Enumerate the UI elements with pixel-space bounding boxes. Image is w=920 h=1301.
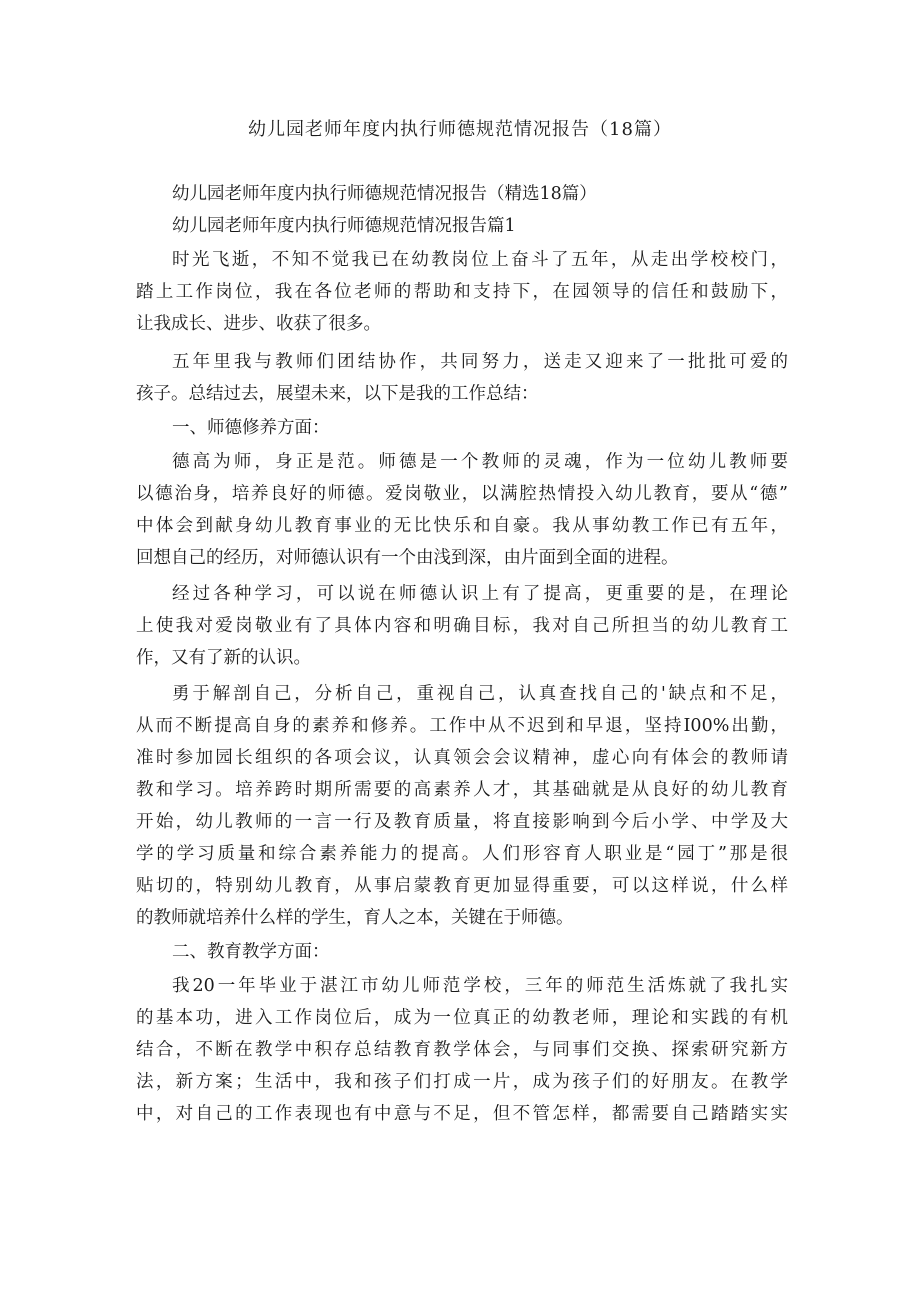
paragraph-line: 从而不断提高自身的素养和修养。工作中从不迟到和早退，坚持I00%出勤，	[136, 716, 788, 736]
paragraph-line: 的基本功，进入工作岗位后，成为一位真正的幼教老师，理论和实践的有机	[136, 1008, 788, 1028]
section-title: 幼儿园老师年度内执行师德规范情况报告篇1	[172, 216, 516, 236]
paragraph-line: 经过各种学习，可以说在师德认识上有了提高，更重要的是，在理论	[172, 584, 788, 604]
paragraph-line: 教和学习。培养跨时期所需要的高素养人才，其基础就是从良好的幼儿教育	[136, 780, 788, 800]
paragraph-line: 回想自己的经历，对师德认识有一个由浅到深，由片面到全面的进程。	[136, 548, 679, 568]
document-title: 幼儿园老师年度内执行师德规范情况报告（18篇）	[248, 119, 672, 140]
paragraph-line: 中体会到献身幼儿教育事业的无比快乐和自豪。我从事幼教工作已有五年，	[136, 516, 788, 536]
subheading-line: 二、教育教学方面：	[172, 942, 330, 962]
document-body	[136, 178, 788, 1130]
paragraph-line: 作，又有了新的认识。	[136, 648, 311, 668]
paragraph-line: 让我成长、进步、收获了很多。	[136, 314, 381, 334]
paragraph-line: 勇于解剖自己，分析自己，重视自己，认真查找自己的'缺点和不足，	[172, 684, 788, 704]
subheading-line: 一、师德修养方面：	[172, 418, 330, 438]
document-subtitle: 幼儿园老师年度内执行师德规范情况报告（精选18篇）	[172, 184, 597, 204]
paragraph-line: 孩子。总结过去，展望未来，以下是我的工作总结：	[136, 384, 539, 404]
paragraph-line: 结合，不断在教学中积存总结教育教学体会，与同事们交换、探索研究新方	[136, 1040, 788, 1060]
paragraph-line: 法，新方案；生活中，我和孩子们打成一片，成为孩子们的好朋友。在教学	[136, 1072, 788, 1092]
paragraph-line: 上使我对爱岗敬业有了具体内容和明确目标，我对自己所担当的幼儿教育工	[136, 616, 788, 636]
paragraph-line: 五年里我与教师们团结协作，共同努力，送走又迎来了一批批可爱的	[172, 352, 788, 372]
paragraph-line: 中，对自己的工作表现也有中意与不足，但不管怎样，都需要自己踏踏实实	[136, 1104, 788, 1124]
paragraph-line: 开始，幼儿教师的一言一行及教育质量，将直接影响到今后小学、中学及大	[136, 812, 788, 832]
paragraph-line: 时光飞逝，不知不觉我已在幼教岗位上奋斗了五年，从走出学校校门，	[172, 250, 788, 270]
paragraph-line: 准时参加园长组织的各项会议，认真领会会议精神，虚心向有体会的教师请	[136, 748, 788, 768]
paragraph-line: 贴切的，特别幼儿教育，从事启蒙教育更加显得重要，可以这样说，什么样	[136, 876, 788, 896]
paragraph-line: 踏上工作岗位，我在各位老师的帮助和支持下，在园领导的信任和鼓励下，	[136, 282, 788, 302]
paragraph-line: 以德治身，培养良好的师德。爱岗敬业，以满腔热情投入幼儿教育，要从“德”	[136, 484, 788, 504]
paragraph-line: 学的学习质量和综合素养能力的提高。人们形容育人职业是“园丁”那是很	[136, 844, 788, 864]
paragraph-line: 德高为师，身正是范。师德是一个教师的灵魂，作为一位幼儿教师要	[172, 452, 788, 472]
paragraph-line: 的教师就培养什么样的学生，育人之本，关键在于师德。	[136, 908, 574, 928]
paragraph-line: 我20一年毕业于湛江市幼儿师范学校，三年的师范生活炼就了我扎实	[172, 976, 788, 996]
